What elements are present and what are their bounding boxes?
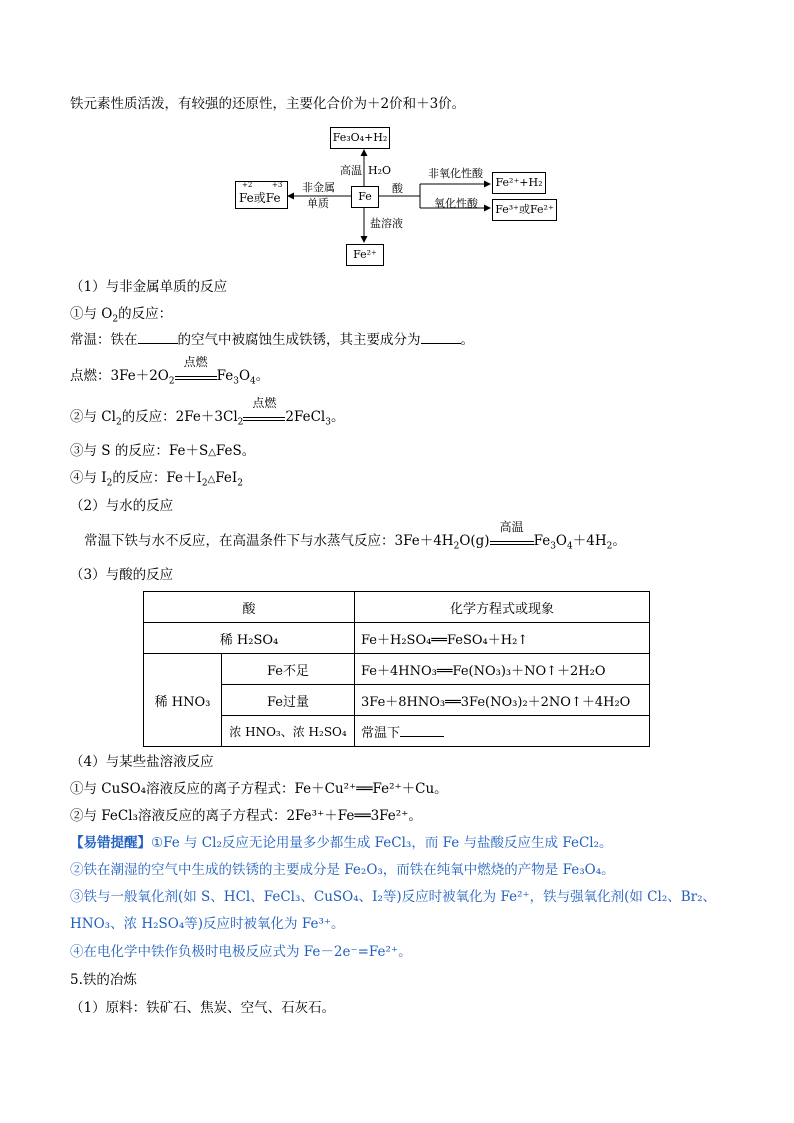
diagram-top-box: Fe₃O₄+H₂ <box>330 127 390 149</box>
diagram-right-top-box: Fe²⁺+H₂ <box>492 172 546 194</box>
table-header-row <box>144 592 650 623</box>
blank-1[interactable] <box>138 331 178 344</box>
diagram-bottom-box: Fe²⁺ <box>346 244 384 266</box>
left-fe-a: Fe <box>239 191 254 205</box>
table-cell: Fe过量 <box>222 685 355 716</box>
s1-o2-title: ①与 $O_2$的反应： <box>70 306 173 325</box>
table-row <box>144 623 650 654</box>
diagram-left-label-a: 非金属 <box>302 181 335 194</box>
s1-ignite: 点燃：$3Fe+2O_2$ 点燃 $Fe_3O_4$。 <box>70 355 270 387</box>
table-cell: Fe＋4HNO₃══Fe(NO₃)₃＋NO↑＋2H₂O <box>355 654 650 685</box>
diagram-left-label-b: 单质 <box>307 197 329 210</box>
acid-reaction-table <box>143 591 650 747</box>
s1-i2: ④与 $I_2$的反应：$Fe+I_2\triangle FeI_2$ <box>70 470 243 489</box>
iron-reaction-diagram <box>0 0 794 280</box>
table-header-equation: 化学方程式或现象 <box>355 592 650 623</box>
diagram-right-label: 酸 <box>392 182 403 195</box>
table-row <box>144 654 650 685</box>
table-header-acid: 酸 <box>144 592 355 623</box>
tips-line-4: ④在电化学中铁作负极时电极反应式为 Fe－2e⁻=Fe²⁺。 <box>70 944 412 960</box>
left-or: 或 <box>253 191 266 205</box>
s2-heading: （2）与水的反应 <box>70 498 174 514</box>
s5-heading: 5.铁的冶炼 <box>70 972 137 988</box>
table-cell: 稀 H₂SO₄ <box>144 623 355 654</box>
tips-line-3b: HNO₃、浓 H₂SO₄等)反应时被氧化为 Fe³⁺。 <box>70 916 345 932</box>
diagram-right-bottom-label: 氧化性酸 <box>434 197 478 210</box>
diagram-arrows <box>0 0 794 280</box>
blank-3[interactable] <box>400 724 444 737</box>
table-cell: 浓 HNO₃、浓 H₂SO₄ <box>222 716 355 747</box>
table-cell: 3Fe＋8HNO₃══3Fe(NO₃)₂＋2NO↑＋4H₂O <box>355 685 650 716</box>
left-sup-a: +2 <box>242 181 253 189</box>
s1-normal-temp: 常温：铁在 的空气中被腐蚀生成铁锈，其主要成分为 。 <box>70 332 474 348</box>
table-cell: Fe不足 <box>222 654 355 685</box>
s4-heading: （4）与某些盐溶液反应 <box>70 754 214 770</box>
left-fe-b: Fe <box>265 191 281 205</box>
s4-cuso4: ①与 CuSO₄溶液反应的离子方程式：Fe＋Cu²⁺══Fe²⁺＋Cu。 <box>70 781 448 797</box>
diagram-bottom-label: 盐溶液 <box>370 217 403 230</box>
intro-text: 铁元素性质活泼，有较强的还原性，主要化合价为＋2价和＋3价。 <box>70 96 466 112</box>
tips-line-2: ②铁在潮湿的空气中生成的铁锈的主要成分是 Fe₂O₃，而铁在纯氧中燃烧的产物是 Fe₃O₄。 <box>70 862 615 878</box>
left-sup-b: +3 <box>272 181 283 189</box>
s1-heading: （1）与非金属单质的反应 <box>70 279 228 295</box>
s2-body: 常温下铁与水不反应，在高温条件下与水蒸气反应：$3Fe+4H_2O(g)$ 高温 $Fe_3O_4+4H_2$。 <box>84 520 626 552</box>
diagram-right-top-label: 非氧化性酸 <box>428 167 483 180</box>
diagram-top-label-a: 高温 <box>340 164 362 177</box>
table-cell: 常温下 <box>355 716 650 747</box>
tips-bracket: 【易错提醒】 <box>70 835 151 851</box>
tips-line-3a: ③铁与一般氧化剂(如 S、HCl、FeCl₃、CuSO₄、I₂等)反应时被氧化为 Fe²⁺，铁与强氧化剂(如 Cl₂、Br₂、 <box>70 889 717 905</box>
table-cell: Fe＋H₂SO₄══FeSO₄＋H₂↑ <box>355 623 650 654</box>
s1-s: ③与 S 的反应：Fe＋S△FeS。 <box>70 443 256 459</box>
diagram-left-box <box>235 181 288 209</box>
diagram-right-bottom-box: Fe³⁺或Fe²⁺ <box>492 199 557 221</box>
tips-line-1: 【易错提醒】①Fe 与 Cl₂反应无论用量多少都生成 FeCl₃，而 Fe 与盐酸反应生成 FeCl₂。 <box>70 835 613 851</box>
s4-fecl3: ②与 FeCl₃溶液反应的离子方程式：2Fe³⁺＋Fe══3Fe²⁺。 <box>70 808 422 824</box>
diagram-center-box: Fe <box>351 186 379 208</box>
blank-2[interactable] <box>421 331 461 344</box>
s3-heading: （3）与酸的反应 <box>70 567 174 583</box>
diagram-top-label-b: H₂O <box>368 164 392 177</box>
table-cell: 稀 HNO₃ <box>144 654 222 747</box>
s5-raw-materials: （1）原料：铁矿石、焦炭、空气、石灰石。 <box>70 1000 336 1016</box>
s1-cl2: ②与 $Cl_2$的反应：$2Fe+3Cl_2$ 点燃 2FeCl$_3$。 <box>70 396 345 428</box>
